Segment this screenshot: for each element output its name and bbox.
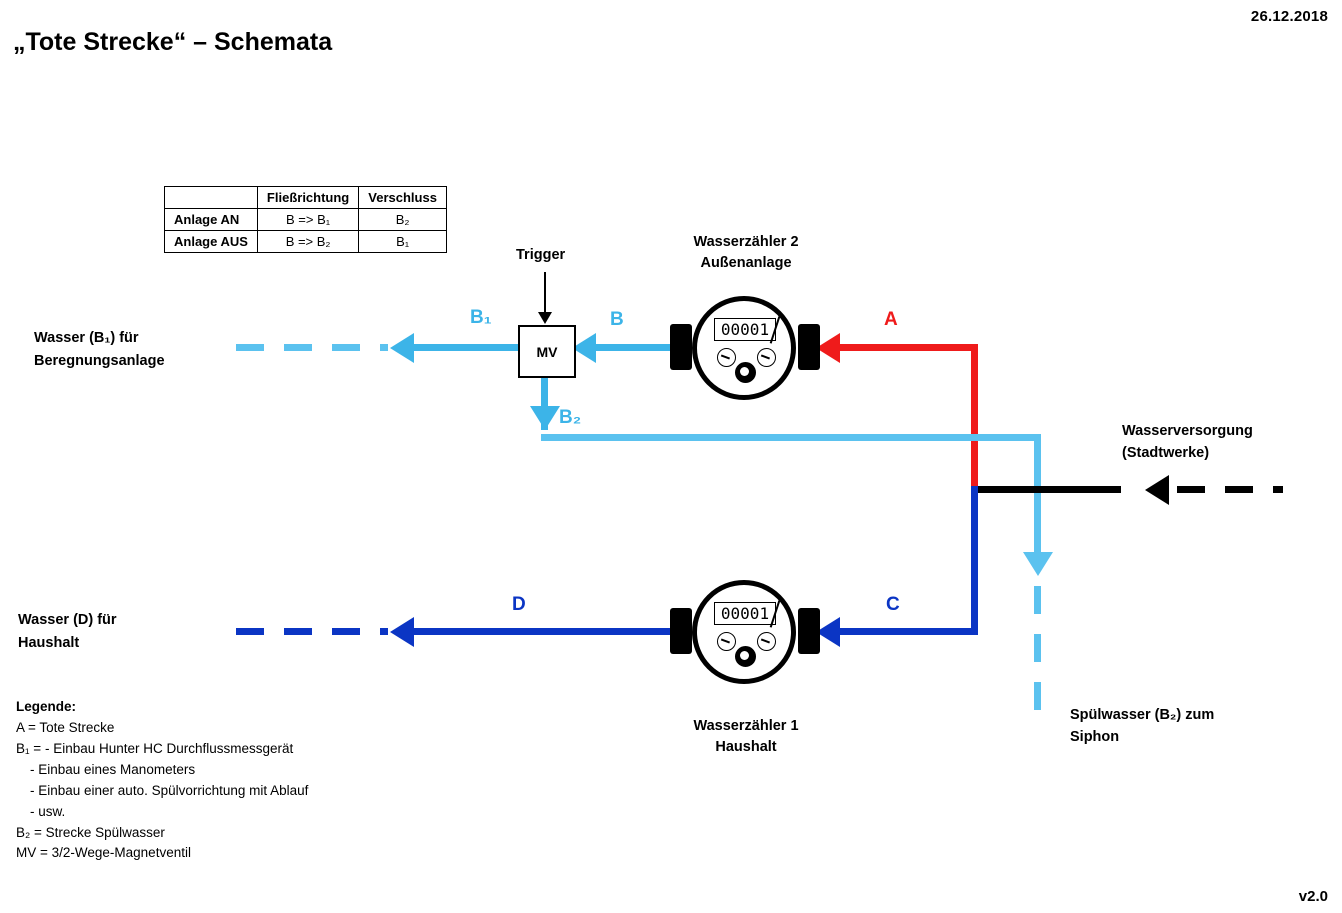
page-title: „Tote Strecke“ – Schemata — [13, 28, 333, 56]
pipe-b-cyan-horizontal — [596, 344, 676, 351]
pipe-d-blue-horizontal — [414, 628, 676, 635]
pipe-supply-dashed-segment — [1177, 486, 1283, 493]
pipe-a-red-riser — [971, 344, 978, 490]
label-supply-line1: Wasserversorgung — [1122, 423, 1253, 439]
table-cell-direction-off: B => B₂ — [257, 231, 358, 253]
label-water-d-line2: Haushalt — [18, 635, 80, 651]
meter1-caption-line1: Wasserzähler 1 — [693, 718, 799, 734]
table-cell-state-off: Anlage AUS — [165, 231, 258, 253]
label-flush-line1: Spülwasser (B₂) zum — [1070, 707, 1215, 723]
water-meter-1 — [670, 580, 820, 684]
legend-item: - Einbau einer auto. Spülvorrichtung mit Ablauf — [30, 782, 309, 798]
pipe-d-dashed-segment — [236, 628, 388, 635]
label-water-d-line1: Wasser (D) für — [18, 612, 117, 628]
label-water-b1-line2: Beregnungsanlage — [34, 353, 165, 369]
document-date: 26.12.2018 — [1250, 8, 1328, 25]
state-table — [164, 186, 447, 253]
pipe-b1-arrowhead-icon — [390, 333, 414, 363]
legend — [16, 697, 308, 864]
meter1-flange-right — [798, 608, 820, 654]
table-row — [165, 209, 447, 231]
pipe-b2-light-horizontal — [541, 434, 1041, 441]
pipe-a-red-horizontal — [840, 344, 978, 351]
pipe-supply-black-horizontal — [971, 486, 1121, 493]
meter1-dial-center-icon — [735, 646, 756, 667]
pipe-c-blue-riser — [971, 486, 978, 631]
label-flush-line2: Siphon — [1070, 729, 1120, 745]
pipe-b2-down-riser — [1034, 434, 1041, 556]
flow-label-b2: B₂ — [559, 407, 582, 428]
meter1-register: 00001 — [714, 602, 776, 625]
table-header-blank — [165, 187, 258, 209]
meter2-dial-center-icon — [735, 362, 756, 383]
table-row — [165, 231, 447, 253]
pipe-c-blue-horizontal — [840, 628, 978, 635]
table-cell-closure-on: B₂ — [359, 209, 447, 231]
water-meter-2 — [670, 296, 820, 400]
flow-label-b1: B₁ — [470, 307, 492, 328]
legend-item: MV = 3/2-Wege-Magnetventil — [16, 845, 191, 861]
flow-label-d: D — [512, 594, 526, 615]
legend-item: B₁ = - Einbau Hunter HC Durchflussmessgerät — [16, 740, 294, 756]
meter2-flange-right — [798, 324, 820, 370]
meter2-flange-left — [670, 324, 692, 370]
meter1-flange-left — [670, 608, 692, 654]
meter2-register: 00001 — [714, 318, 776, 341]
version-label: v2.0 — [1298, 888, 1328, 905]
meter1-body — [692, 580, 796, 684]
pipe-supply-arrowhead-icon — [1145, 475, 1169, 505]
legend-item: A = Tote Strecke — [16, 719, 115, 735]
pipe-d-arrowhead-icon — [390, 617, 414, 647]
table-header-row — [165, 187, 447, 209]
magnetic-valve-mv[interactable] — [518, 325, 576, 378]
pipe-b2-down-arrowhead-icon — [1023, 552, 1053, 576]
meter1-dial-right-icon — [757, 632, 776, 651]
legend-item: B₂ = Strecke Spülwasser — [16, 824, 165, 840]
meter1-caption-line2: Haushalt — [715, 739, 777, 755]
label-supply-line2: (Stadtwerke) — [1122, 445, 1210, 461]
table-header-direction: Fließrichtung — [257, 187, 358, 209]
flow-label-a: A — [884, 309, 898, 330]
meter2-body — [692, 296, 796, 400]
mv-label: MV — [536, 343, 558, 360]
label-water-b1-line1: Wasser (B₁) für — [34, 330, 139, 346]
meter2-caption-line1: Wasserzähler 2 — [693, 234, 799, 250]
pipe-b2-arrowhead-icon — [530, 406, 560, 430]
pipe-b1-cyan-horizontal — [414, 344, 518, 351]
trigger-arrow-icon — [538, 312, 552, 324]
trigger-label: Trigger — [516, 247, 566, 263]
table-header-closure: Verschluss — [359, 187, 447, 209]
meter2-caption-line2: Außenanlage — [700, 255, 792, 271]
pipe-b1-dashed-segment — [236, 344, 388, 351]
table-cell-closure-off: B₁ — [359, 231, 447, 253]
table-cell-direction-on: B => B₁ — [257, 209, 358, 231]
meter2-dial-right-icon — [757, 348, 776, 367]
flow-label-b: B — [610, 309, 624, 330]
flow-label-c: C — [886, 594, 900, 615]
legend-title: Legende: — [16, 699, 77, 714]
pipe-b2-dashed-down — [1034, 586, 1041, 726]
trigger-connector-line — [544, 272, 546, 314]
meter2-dial-left-icon — [717, 348, 736, 367]
meter1-dial-left-icon — [717, 632, 736, 651]
legend-item: - usw. — [30, 803, 66, 819]
table-cell-state-on: Anlage AN — [165, 209, 258, 231]
legend-item: - Einbau eines Manometers — [30, 761, 196, 777]
